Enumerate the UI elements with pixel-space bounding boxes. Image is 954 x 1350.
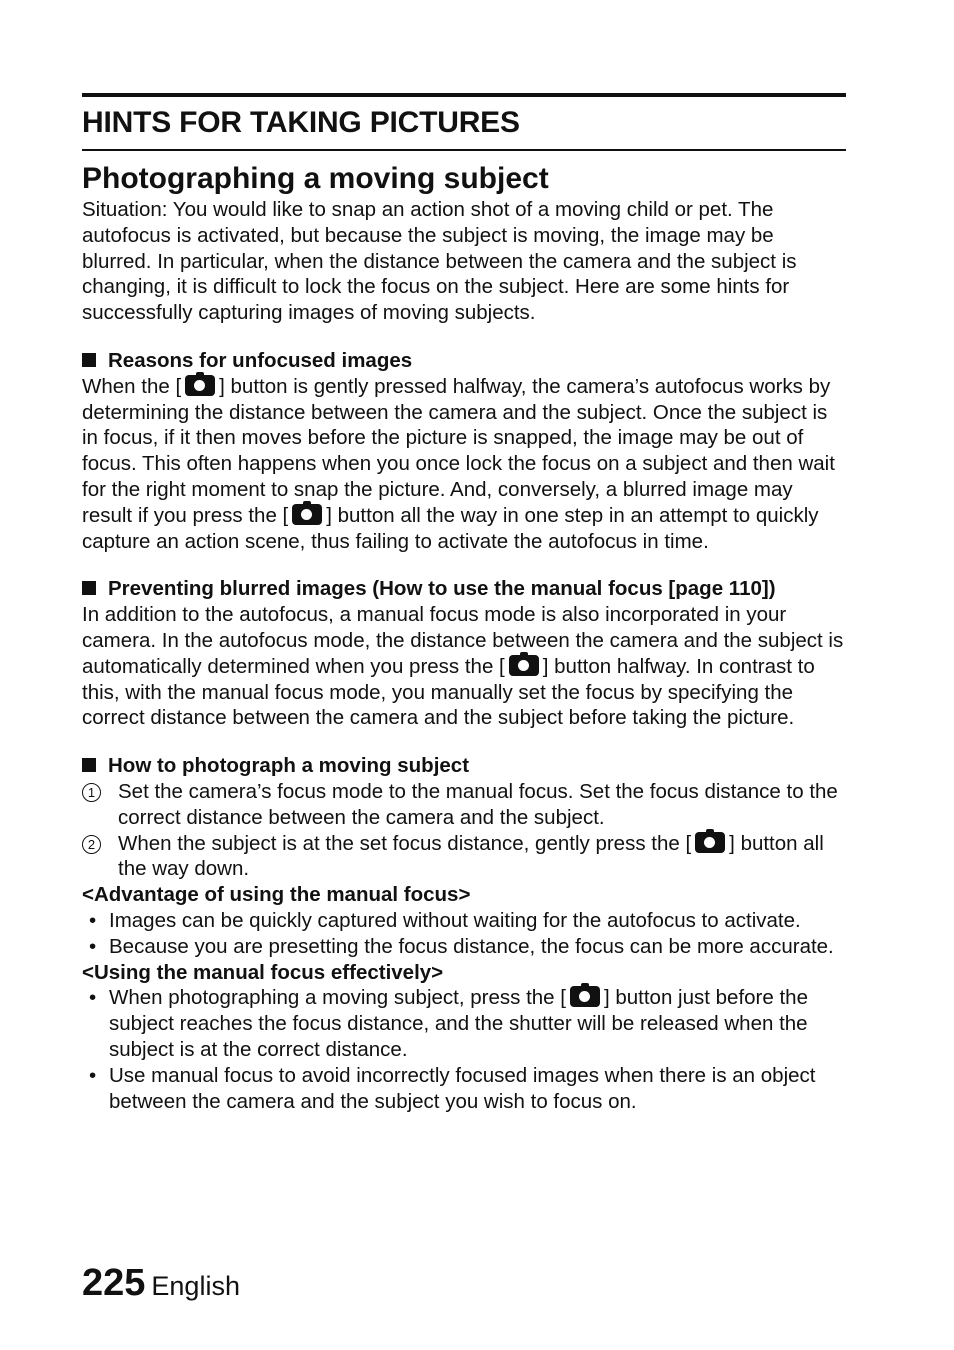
step-number-2: 2 (82, 835, 101, 854)
page-content (82, 93, 849, 1114)
preventing-section (82, 576, 849, 731)
step-2-text-a: When the subject is at the set focus distance, gently press the [ (118, 831, 692, 855)
step-number-1: 1 (82, 783, 101, 802)
chapter-title: HINTS FOR TAKING PICTURES (82, 97, 846, 151)
reasons-text-3: ] button all the way in one step in an attempt to quickly capture an action scene, thus failing to activate the autofocus in time. (82, 503, 825, 553)
camera-shutter-icon (185, 375, 215, 396)
camera-shutter-icon (695, 832, 725, 853)
advantage-label: <Advantage of using the manual focus> (82, 883, 471, 907)
list-item (82, 985, 846, 1062)
reasons-section (82, 348, 846, 554)
reasons-text-1: When the [ (82, 374, 182, 398)
step-item (82, 831, 846, 883)
step-item (82, 779, 846, 831)
section-title: Photographing a moving subject (82, 162, 549, 195)
list-item (82, 1063, 846, 1115)
using-1-text-a: When photographing a moving subject, press the [ (109, 986, 566, 1010)
howto-heading-text: How to photograph a moving subject (108, 754, 470, 778)
bullet-icon: • (89, 986, 97, 1010)
language-label: English (151, 1271, 240, 1301)
reasons-text-2: ] button is gently pressed halfway, the camera’s autofocus works by determining the distance between the camera and the subject. Once the subject is in focus, if it then moves before the picture is snapped, the image may be out of focus. This often happens when you once lock the focus on a subject and then wait for the right moment to snap the picture. And, conversely, a blurred image may result if you press the [ (82, 374, 841, 527)
step-2-text-b: ] button all the way down. (118, 831, 824, 881)
list-item (82, 934, 846, 960)
reasons-heading-text: Reasons for unfocused images (108, 348, 413, 372)
using-2: Use manual focus to avoid incorrectly focused images when there is an object between the camera and the subject you wish to focus on. (109, 1063, 816, 1113)
black-square-icon (82, 353, 96, 367)
using-1-text-b: ] button just before the subject reaches the focus distance, and the shutter will be released when the subject is at the correct distance. (109, 986, 808, 1061)
using-label: <Using the manual focus effectively> (82, 960, 444, 984)
preventing-paragraph (82, 602, 849, 731)
preventing-text-2: ] button halfway. In contrast to this, with the manual focus mode, you manually set the focus by specifying the correct distance between the camera and the subject before taking the picture. (82, 654, 821, 730)
reasons-heading (82, 348, 846, 374)
bullet-icon: • (89, 908, 97, 932)
bullet-icon: • (89, 934, 97, 958)
page-footer (82, 1262, 240, 1305)
bullet-icon: • (89, 1063, 97, 1087)
using-1 (109, 985, 846, 1062)
step-text-2 (118, 831, 846, 883)
page-number: 225 (82, 1262, 146, 1304)
camera-shutter-icon (509, 655, 539, 676)
advantage-2: Because you are presetting the focus distance, the focus can be more accurate. (109, 934, 834, 958)
list-item (82, 908, 846, 934)
advantage-1: Images can be quickly captured without waiting for the autofocus to activate. (109, 908, 801, 932)
preventing-heading-text: Preventing blurred images (How to use the manual focus [page 110]) (108, 577, 776, 601)
howto-heading (82, 753, 846, 779)
howto-section (82, 753, 846, 1114)
reasons-paragraph (82, 374, 846, 555)
black-square-icon (82, 581, 96, 595)
camera-shutter-icon (570, 986, 600, 1007)
black-square-icon (82, 758, 96, 772)
camera-shutter-icon (292, 504, 322, 525)
preventing-heading (82, 576, 846, 602)
intro-paragraph: Situation: You would like to snap an action shot of a moving child or pet. The autofocus is activated, but because the subject is moving, the image may be blurred. In particular, when the distance between the camera and the subject is changing, it is difficult to lock the focus on the subject. Here are some hints for successfully capturing images of moving subjects. (82, 198, 797, 325)
step-text-1: Set the camera’s focus mode to the manual focus. Set the focus distance to the correct distance between the camera and the subject. (118, 779, 838, 829)
preventing-text-1: In addition to the autofocus, a manual focus mode is also incorporated in your camera. In the autofocus mode, the distance between the camera and the subject is automatically determined when you press the [ (82, 603, 849, 678)
